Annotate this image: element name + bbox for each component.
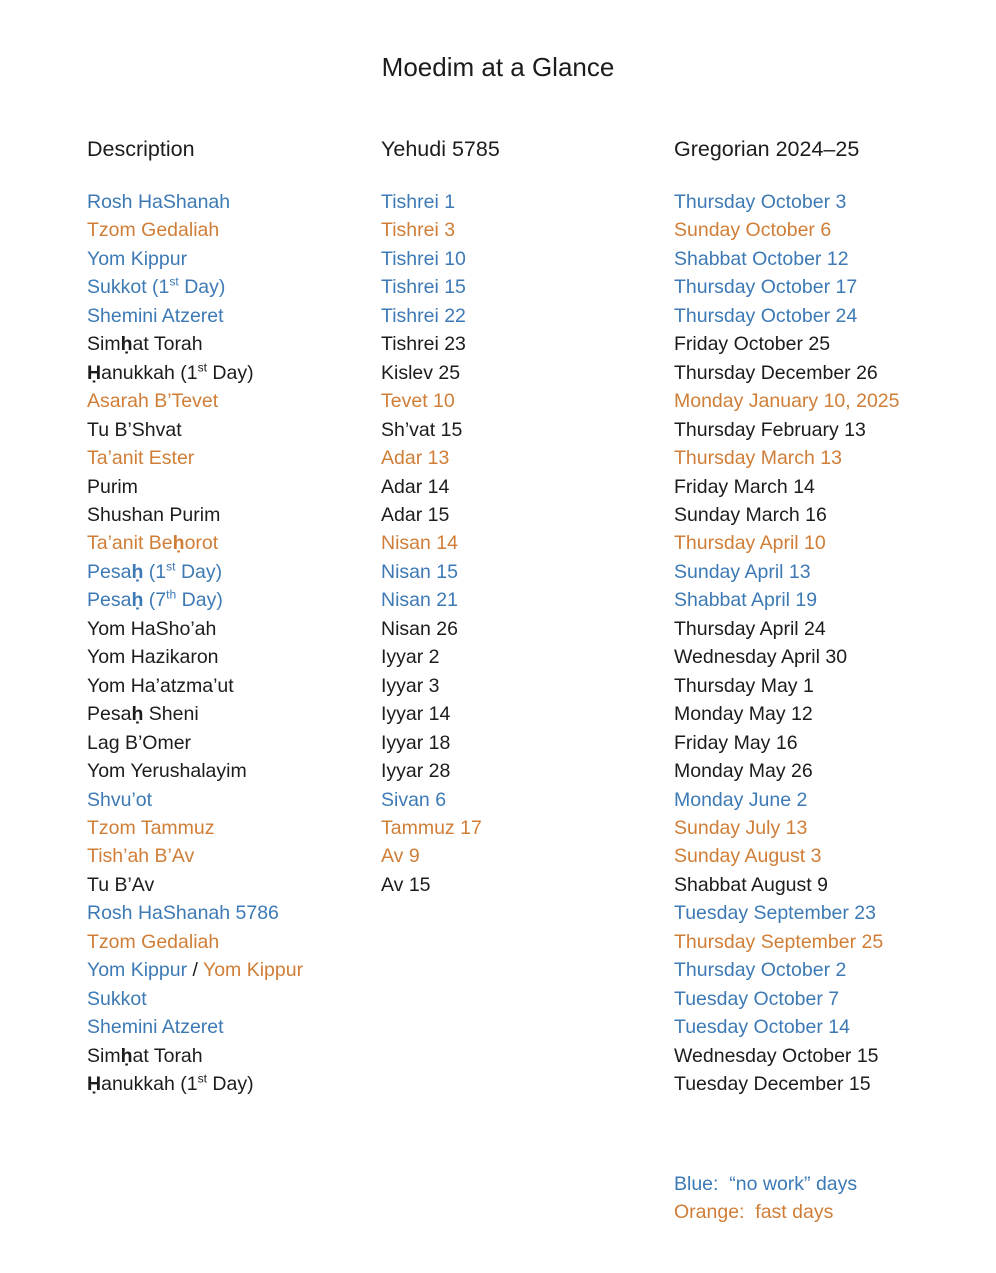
text-segment: Av 15 xyxy=(381,873,431,896)
text-segment: Ḥanukkah (1st Day) xyxy=(87,1071,254,1096)
text-segment: Tzom Tammuz xyxy=(87,816,215,839)
text-segment: Adar 15 xyxy=(381,503,450,526)
text-segment: Tishrei 10 xyxy=(381,247,466,270)
text-segment: Pesaḥ (7th Day) xyxy=(87,587,223,612)
text-segment: Simḥat Torah xyxy=(87,1044,203,1067)
column-header-yehudi: Yehudi 5785 xyxy=(381,137,500,161)
yehudi-cell xyxy=(381,273,482,301)
description-cell xyxy=(87,273,303,301)
gregorian-cell xyxy=(674,928,900,956)
text-segment: Rosh HaShanah xyxy=(87,191,231,213)
text-segment: Adar 13 xyxy=(381,447,450,470)
text-segment: Sunday August 3 xyxy=(674,845,822,868)
text-segment: Thursday October 2 xyxy=(674,959,847,982)
text-segment: Tu B’Av xyxy=(87,873,155,896)
yehudi-cell xyxy=(381,330,482,358)
text-segment: Thursday October 24 xyxy=(674,304,858,327)
text-segment: Yom Kippur xyxy=(87,247,188,270)
gregorian-cell xyxy=(674,842,900,870)
yehudi-cell xyxy=(381,643,482,671)
text-segment: Thursday April 10 xyxy=(674,532,826,555)
text-segment: Rosh HaShanah 5786 xyxy=(87,902,279,925)
text-segment: Tammuz 17 xyxy=(381,816,482,839)
text-segment: Thursday October 17 xyxy=(674,276,858,299)
description-cell xyxy=(87,558,303,586)
description-cell xyxy=(87,473,303,501)
description-cell xyxy=(87,302,303,330)
column-header-description: Description xyxy=(87,137,195,161)
text-segment: Sunday March 16 xyxy=(674,503,827,526)
description-cell xyxy=(87,928,303,956)
description-cell xyxy=(87,786,303,814)
text-segment: Shemini Atzeret xyxy=(87,1016,224,1039)
text-segment: Monday June 2 xyxy=(674,788,808,811)
description-cell xyxy=(87,387,303,415)
text-segment: Iyyar 28 xyxy=(381,760,451,783)
description-cell xyxy=(87,985,303,1013)
yehudi-cell xyxy=(381,529,482,557)
text-segment: Tishrei 1 xyxy=(381,191,456,213)
description-cell xyxy=(87,529,303,557)
text-segment: Tishrei 23 xyxy=(381,333,466,356)
yehudi-cell xyxy=(381,757,482,785)
text-segment: Thursday February 13 xyxy=(674,418,866,441)
gregorian-cell xyxy=(674,387,900,415)
text-segment: Yom Kippur xyxy=(203,959,304,982)
yehudi-cell xyxy=(381,416,482,444)
gregorian-cell xyxy=(674,586,900,614)
text-segment: Thursday March 13 xyxy=(674,447,842,470)
yehudi-cell xyxy=(381,700,482,728)
yehudi-cell xyxy=(381,302,482,330)
text-segment: Friday March 14 xyxy=(674,475,815,498)
description-cell xyxy=(87,245,303,273)
text-segment: Shushan Purim xyxy=(87,503,221,526)
gregorian-cell xyxy=(674,273,900,301)
text-segment: Sivan 6 xyxy=(381,788,447,811)
text-segment: Wednesday October 15 xyxy=(674,1044,879,1067)
text-segment: Asarah B’Tevet xyxy=(87,390,219,413)
text-segment: Thursday October 3 xyxy=(674,191,847,213)
text-segment: Monday January 10, 2025 xyxy=(674,390,900,413)
yehudi-cell xyxy=(381,501,482,529)
text-segment: Nisan 14 xyxy=(381,532,458,555)
description-cell xyxy=(87,330,303,358)
gregorian-cell xyxy=(674,899,900,927)
gregorian-cell xyxy=(674,1013,900,1041)
text-segment: Thursday May 1 xyxy=(674,674,814,697)
yehudi-cell xyxy=(381,188,482,216)
text-segment: Monday May 26 xyxy=(674,760,813,783)
gregorian-cell xyxy=(674,1070,900,1098)
description-cell xyxy=(87,871,303,899)
text-segment: Tzom Gedaliah xyxy=(87,219,220,242)
gregorian-cell xyxy=(674,302,900,330)
yehudi-cell xyxy=(381,473,482,501)
text-segment: Ḥanukkah (1st Day) xyxy=(87,360,254,384)
text-segment: Sh’vat 15 xyxy=(381,418,463,441)
yehudi-cell xyxy=(381,387,482,415)
text-segment: Tishrei 3 xyxy=(381,219,456,242)
text-segment: Iyyar 18 xyxy=(381,731,451,754)
gregorian-cell xyxy=(674,615,900,643)
gregorian-cell xyxy=(674,188,900,216)
text-segment: Shabbat August 9 xyxy=(674,873,828,896)
gregorian-cell xyxy=(674,416,900,444)
yehudi-cell xyxy=(381,871,482,899)
description-cell xyxy=(87,672,303,700)
text-segment: Thursday April 24 xyxy=(674,617,826,640)
text-segment: Friday May 16 xyxy=(674,731,798,754)
yehudi-cell xyxy=(381,586,482,614)
text-segment: Wednesday April 30 xyxy=(674,646,848,669)
gregorian-cell xyxy=(674,956,900,984)
text-segment: Yom Hazikaron xyxy=(87,646,219,669)
description-cell xyxy=(87,956,303,984)
color-legend xyxy=(674,1170,857,1227)
text-segment: Pesaḥ Sheni xyxy=(87,703,199,726)
text-segment: Purim xyxy=(87,475,138,498)
gregorian-cell xyxy=(674,444,900,472)
description-cell xyxy=(87,814,303,842)
gregorian-cell xyxy=(674,216,900,244)
description-cell xyxy=(87,615,303,643)
gregorian-cell xyxy=(674,529,900,557)
text-segment: Pesaḥ (1st Day) xyxy=(87,559,223,583)
text-segment: Shemini Atzeret xyxy=(87,304,224,327)
text-segment: Thursday September 25 xyxy=(674,930,884,953)
description-cell xyxy=(87,501,303,529)
yehudi-cell xyxy=(381,245,482,273)
yehudi-cell xyxy=(381,216,482,244)
text-segment: Adar 14 xyxy=(381,475,450,498)
text-segment: Thursday December 26 xyxy=(674,361,878,384)
gregorian-cell xyxy=(674,558,900,586)
text-segment: Sukkot (1st Day) xyxy=(87,274,226,299)
text-segment: Tuesday December 15 xyxy=(674,1073,871,1096)
gregorian-cell xyxy=(674,985,900,1013)
yehudi-cell xyxy=(381,842,482,870)
text-segment: Iyyar 14 xyxy=(381,703,451,726)
description-cell xyxy=(87,359,303,387)
text-segment: Tuesday October 7 xyxy=(674,987,840,1010)
gregorian-cell xyxy=(674,330,900,358)
description-cell xyxy=(87,1013,303,1041)
text-segment: / xyxy=(187,959,203,982)
text-segment: Sunday October 6 xyxy=(674,219,832,242)
text-segment: Iyyar 2 xyxy=(381,646,440,669)
yehudi-cell xyxy=(381,444,482,472)
text-segment: Tu B’Shvat xyxy=(87,418,182,441)
gregorian-cell xyxy=(674,473,900,501)
gregorian-cell xyxy=(674,814,900,842)
description-cell xyxy=(87,216,303,244)
text-segment: Nisan 26 xyxy=(381,617,458,640)
gregorian-cell xyxy=(674,501,900,529)
yehudi-cell xyxy=(381,558,482,586)
text-segment: Ta’anit Beḥorot xyxy=(87,532,219,555)
gregorian-column xyxy=(674,188,900,1099)
gregorian-cell xyxy=(674,245,900,273)
description-cell xyxy=(87,757,303,785)
gregorian-cell xyxy=(674,871,900,899)
yehudi-cell xyxy=(381,786,482,814)
yehudi-cell xyxy=(381,615,482,643)
text-segment: Tish’ah B’Av xyxy=(87,845,195,868)
text-segment: Iyyar 3 xyxy=(381,674,440,697)
legend-blue-no-work-days: Blue: “no work” days xyxy=(674,1173,858,1195)
description-cell xyxy=(87,1070,303,1098)
column-header-gregorian: Gregorian 2024–25 xyxy=(674,137,860,161)
text-segment: Tuesday September 23 xyxy=(674,902,876,925)
yehudi-cell xyxy=(381,359,482,387)
text-segment: Yom Yerushalayim xyxy=(87,760,247,783)
text-segment: Yom HaSho’ah xyxy=(87,617,217,640)
description-cell xyxy=(87,842,303,870)
gregorian-cell xyxy=(674,757,900,785)
description-cell xyxy=(87,729,303,757)
description-cell xyxy=(87,899,303,927)
text-segment: Tishrei 22 xyxy=(381,304,466,327)
text-segment: Monday May 12 xyxy=(674,703,813,726)
description-cell xyxy=(87,188,303,216)
text-segment: Friday October 25 xyxy=(674,333,831,356)
page-title: Moedim at a Glance xyxy=(381,52,615,82)
text-segment: Nisan 21 xyxy=(381,589,458,612)
description-cell xyxy=(87,1042,303,1070)
gregorian-cell xyxy=(674,359,900,387)
yehudi-cell xyxy=(381,672,482,700)
text-segment: Shabbat April 19 xyxy=(674,589,818,612)
text-segment: Tevet 10 xyxy=(381,390,455,413)
text-segment: Yom Kippur xyxy=(87,959,188,982)
yehudi-cell xyxy=(381,814,482,842)
text-segment: Simḥat Torah xyxy=(87,333,203,356)
gregorian-cell xyxy=(674,700,900,728)
description-cell xyxy=(87,700,303,728)
legend-orange-fast-days: Orange: fast days xyxy=(674,1201,834,1224)
gregorian-cell xyxy=(674,643,900,671)
yehudi-column xyxy=(381,188,482,899)
description-column xyxy=(87,188,303,1099)
text-segment: Lag B’Omer xyxy=(87,731,192,754)
text-segment: Av 9 xyxy=(381,845,420,868)
text-segment: Shabbat October 12 xyxy=(674,247,849,270)
text-segment: Sukkot xyxy=(87,987,147,1010)
text-segment: Tuesday October 14 xyxy=(674,1016,850,1039)
gregorian-cell xyxy=(674,1042,900,1070)
gregorian-cell xyxy=(674,786,900,814)
text-segment: Sunday July 13 xyxy=(674,816,808,839)
gregorian-cell xyxy=(674,729,900,757)
gregorian-cell xyxy=(674,672,900,700)
text-segment: Nisan 15 xyxy=(381,560,458,583)
description-cell xyxy=(87,416,303,444)
text-segment: Tzom Gedaliah xyxy=(87,930,220,953)
description-cell xyxy=(87,643,303,671)
text-segment: Kislev 25 xyxy=(381,361,461,384)
text-segment: Ta’anit Ester xyxy=(87,447,195,470)
yehudi-cell xyxy=(381,729,482,757)
description-cell xyxy=(87,444,303,472)
text-segment: Yom Ha’atzma’ut xyxy=(87,674,234,697)
text-segment: Tishrei 15 xyxy=(381,276,466,299)
text-segment: Sunday April 13 xyxy=(674,560,811,583)
description-cell xyxy=(87,586,303,614)
text-segment: Shvu’ot xyxy=(87,788,153,811)
